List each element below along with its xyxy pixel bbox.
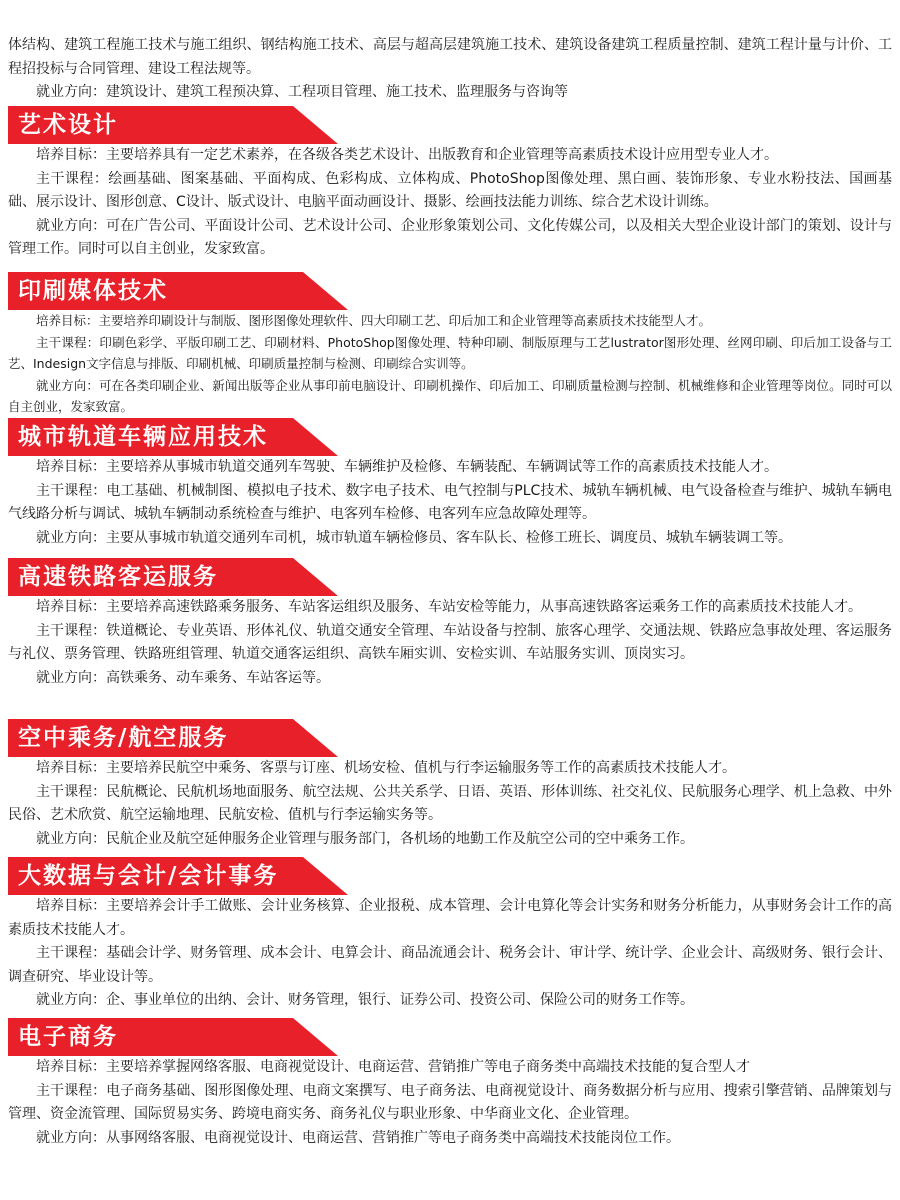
career-direction: 就业方向：主要从事城市轨道交通列车司机，城市轨道车辆检修员、客车队长、检修工班长、调度员、城轨车辆装调工等。 bbox=[36, 529, 792, 546]
career-direction: 就业方向：可在广告公司、平面设计公司、艺术设计公司、企业形象策划公司、文化传媒公司，以及相关大型企业设计部门的策划、设计与管理工作。同时可以自主创业，发家致富。 bbox=[8, 217, 892, 257]
section-title: 空中乘务/航空服务 bbox=[18, 725, 229, 751]
section-e-commerce bbox=[0, 1018, 900, 1150]
section-body bbox=[8, 596, 892, 690]
training-goal: 培养目标：主要培养民航空中乘务、客票与订座、机场安检、值机与行李运输服务等工作的高素质技术技能人才。 bbox=[36, 760, 736, 776]
career-direction: 就业方向：从事网络客服、电商视觉设计、电商运营、营销推广等电子商务类中高端技术技能岗位工作。 bbox=[36, 1129, 680, 1146]
section-title: 大数据与会计/会计事务 bbox=[18, 863, 279, 889]
intro-courses-text: 体结构、建筑工程施工技术与施工组织、钢结构施工技术、高层与超高层建筑施工技术、建筑设备建筑工程质量控制、建筑工程计量与计价、工程招投标与合同管理、建设工程法规等。 bbox=[8, 37, 892, 77]
career-direction: 就业方向：高铁乘务、动车乘务、车站客运等。 bbox=[36, 669, 330, 686]
core-courses: 主干课程：铁道概论、专业英语、形体礼仪、轨道交通安全管理、车站设备与控制、旅客心理学、交通法规、铁路应急事故处理、客运服务与礼仪、票务管理、铁路班组管理、轨道交通客运组织、高铁车厢实训、安检实训、车站服务实训、顶岗实习。 bbox=[8, 622, 892, 662]
section-title: 高速铁路客运服务 bbox=[18, 564, 218, 590]
section-banner bbox=[8, 1018, 900, 1056]
section-banner bbox=[8, 719, 900, 757]
intro-career-text: 就业方向：建筑设计、建筑工程预决算、工程项目管理、施工技术、监理服务与咨询等 bbox=[36, 84, 568, 100]
career-direction: 就业方向：企、事业单位的出纳、会计、财务管理，银行、证券公司、投资公司、保险公司的财务工作等。 bbox=[36, 992, 694, 1008]
training-goal: 培养目标：主要培养掌握网络客服、电商视觉设计、电商运营、营销推广等电子商务类中高端技术技能的复合型人才 bbox=[36, 1059, 750, 1075]
section-print-media bbox=[0, 272, 900, 418]
section-flight-attendant bbox=[0, 719, 900, 851]
core-courses: 主干课程：绘画基础、图案基础、平面构成、色彩构成、立体构成、PhotoShop图像处理、黑白画、装饰形象、专业水粉技法、国画基础、展示设计、图形创意、C设计、版式设计、电脑平面动画设计、摄影、绘画技法能力训练、综合艺术设计训练。 bbox=[8, 170, 892, 210]
training-goal: 培养目标：主要培养具有一定艺术素养，在各级各类艺术设计、出版教育和企业管理等高素质技术设计应用型专业人才。 bbox=[36, 147, 778, 163]
section-body bbox=[8, 310, 892, 418]
section-title: 城市轨道车辆应用技术 bbox=[18, 424, 268, 450]
section-banner bbox=[8, 418, 900, 456]
section-body bbox=[8, 1056, 892, 1150]
career-direction: 就业方向：可在各类印刷企业、新闻出版等企业从事印前电脑设计、印刷机操作、印后加工、印刷质量检测与控制、机械维修和企业管理等岗位。同时可以自主创业，发家致富。 bbox=[8, 377, 892, 414]
section-high-speed-rail bbox=[0, 558, 900, 690]
training-goal: 培养目标：主要培养会计手工做账、会计业务核算、企业报税、成本管理、会计电算化等会计实务和财务分析能力，从事财务会计工作的高素质技术技能人才。 bbox=[8, 898, 892, 938]
section-accounting bbox=[0, 857, 900, 1013]
section-banner bbox=[8, 272, 900, 310]
core-courses: 主干课程：电工基础、机械制图、模拟电子技术、数字电子技术、电气控制与PLC技术、城轨车辆机械、电气设备检查与维护、城轨车辆电气线路分析与调试、城轨车辆制动系统检查与维护、电客列车检修、电客列车应急故障处理等。 bbox=[8, 482, 892, 522]
section-title: 电子商务 bbox=[18, 1024, 118, 1050]
core-courses: 主干课程：基础会计学、财务管理、成本会计、电算会计、商品流通会计、税务会计、审计学、统计学、企业会计、高级财务、银行会计、调查研究、毕业设计等。 bbox=[8, 945, 892, 985]
section-body bbox=[8, 456, 892, 550]
section-banner bbox=[8, 558, 900, 596]
section-banner bbox=[8, 106, 900, 144]
section-urban-rail bbox=[0, 418, 900, 550]
core-courses: 主干课程：印刷色彩学、平版印刷工艺、印刷材料、PhotoShop图像处理、特种印刷、制版原理与工艺lustrator图形处理、丝网印刷、印后加工设备与工艺、Indesign文字信息与排版、印刷机械、印刷质量控制与检测、印刷综合实训等。 bbox=[8, 334, 892, 371]
section-title: 艺术设计 bbox=[18, 112, 118, 138]
training-goal: 培养目标：主要培养印刷设计与制版、图形图像处理软件、四大印刷工艺、印后加工和企业管理等高素质技术技能型人才。 bbox=[36, 313, 712, 328]
section-body bbox=[8, 757, 892, 851]
training-goal: 培养目标：主要培养高速铁路乘务服务、车站客运组织及服务、车站安检等能力，从事高速铁路客运乘务工作的高素质技术技能人才。 bbox=[36, 599, 862, 615]
section-body bbox=[8, 144, 892, 262]
core-courses: 主干课程：民航概论、民航机场地面服务、航空法规、公共关系学、日语、英语、形体训练、社交礼仪、民航服务心理学、机上急救、中外民俗、艺术欣赏、航空运输地理、民航安检、值机与行李运输实务等。 bbox=[8, 783, 892, 823]
section-title: 印刷媒体技术 bbox=[18, 278, 168, 304]
core-courses: 主干课程：电子商务基础、图形图像处理、电商文案撰写、电子商务法、电商视觉设计、商务数据分析与应用、搜索引擎营销、品牌策划与管理、资金流管理、国际贸易实务、跨境电商实务、商务礼仪与职业形象、中华商业文化、企业管理。 bbox=[8, 1082, 892, 1122]
career-direction: 就业方向：民航企业及航空延伸服务企业管理与服务部门，各机场的地勤工作及航空公司的空中乘务工作。 bbox=[36, 830, 694, 847]
section-banner bbox=[8, 857, 900, 895]
section-art-design bbox=[0, 106, 900, 262]
training-goal: 培养目标：主要培养从事城市轨道交通列车驾驶、车辆维护及检修、车辆装配、车辆调试等工作的高素质技术技能人才。 bbox=[36, 459, 778, 475]
section-body bbox=[8, 895, 892, 1013]
intro-block bbox=[8, 34, 892, 105]
